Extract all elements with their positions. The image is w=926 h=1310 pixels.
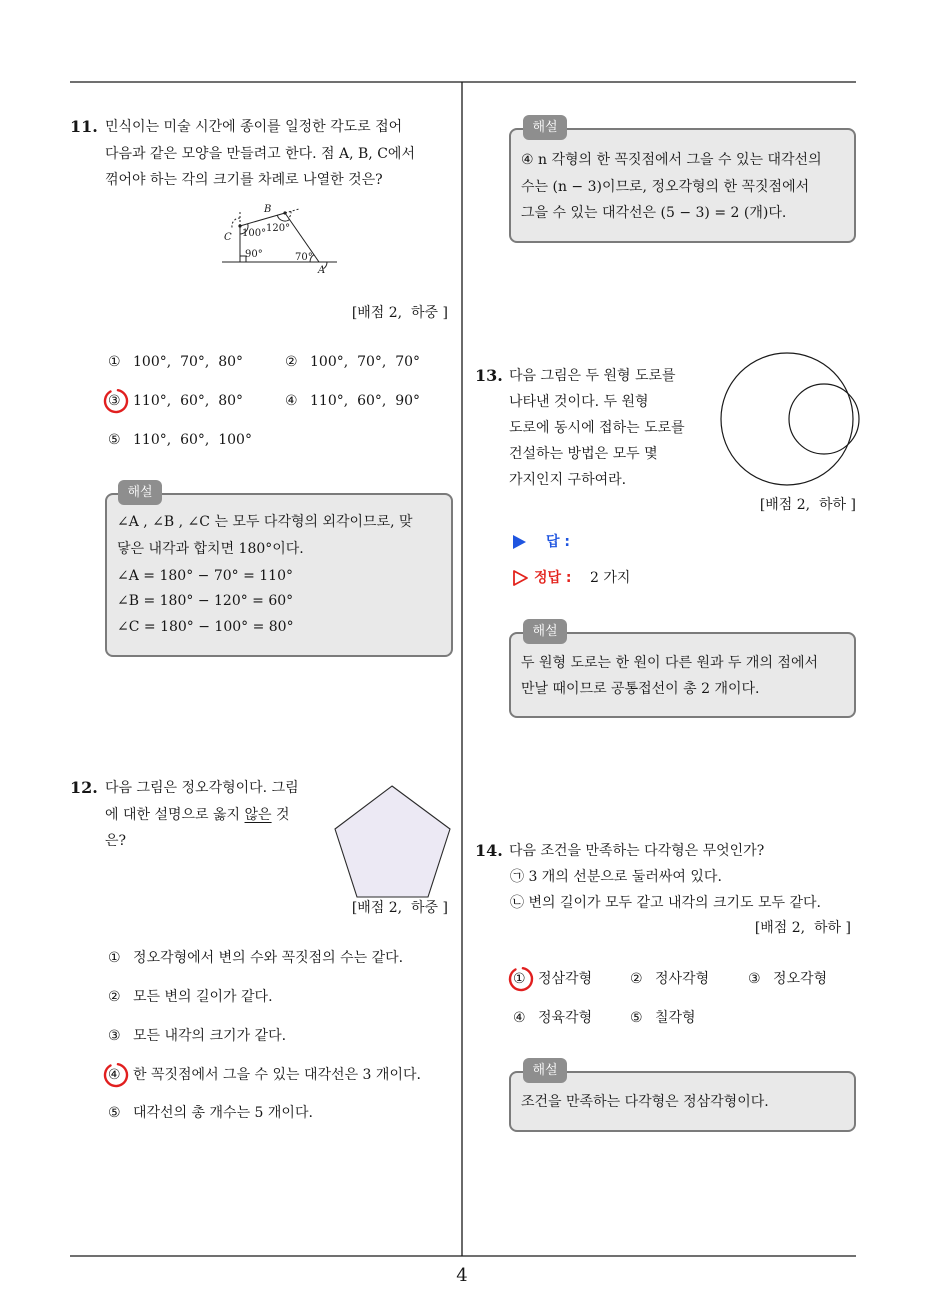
- choice: [513, 969, 592, 989]
- choice-text: 모든 변의 길이가 같다.: [133, 989, 273, 1005]
- choice: [285, 391, 420, 411]
- question-text-line: [105, 805, 290, 825]
- explanation-label: 해설: [118, 480, 162, 505]
- explanation-line: ∠B = 180° − 120° = 60°: [117, 593, 294, 609]
- figure-exterior-arc-b: [288, 211, 291, 218]
- choice-text: 정오각형에서 변의 수와 꼭짓점의 수는 같다.: [133, 950, 404, 966]
- choice-number: ③: [108, 1028, 121, 1044]
- explanation-line: 그을 수 있는 대각선은 (5 − 3) = 2 (개)다.: [521, 205, 787, 221]
- choice-text: 정육각형: [538, 1010, 593, 1026]
- explanation-line: 닿은 내각과 합치면 180°이다.: [117, 541, 304, 557]
- choice: [108, 987, 273, 1007]
- choice-text: 한 꼭짓점에서 그을 수 있는 대각선은 3 개이다.: [133, 1067, 421, 1083]
- figure-label-b: B: [264, 204, 272, 215]
- question-text-line: 은?: [105, 833, 127, 849]
- score-label: [배점 2, 하중 ]: [351, 900, 448, 916]
- question-number: 13.: [475, 366, 503, 385]
- figure-label-angle-a: 70°: [295, 252, 313, 263]
- road-circle-small: [789, 384, 859, 454]
- choice: [108, 391, 243, 411]
- question-text-line: 다음 그림은 정오각형이다. 그림: [105, 780, 299, 796]
- figure-exterior-arc-c: [232, 218, 240, 229]
- folded-paper-figure: [222, 204, 337, 276]
- choice-number: ②: [108, 989, 121, 1005]
- choice-text: 대각선의 총 개수는 5 개이다.: [133, 1105, 313, 1121]
- choice-text: 정삼각형: [538, 971, 593, 987]
- figure-label-c: C: [224, 232, 232, 243]
- choice-number: ④: [513, 1010, 526, 1026]
- explanation-label: 해설: [523, 115, 567, 140]
- choice-number: ②: [285, 354, 298, 370]
- choice-text: 110°, 60°, 90°: [310, 393, 421, 409]
- choice-number: ③: [748, 971, 761, 987]
- explanation-line: ④ n 각형의 한 꼭짓점에서 그을 수 있는 대각선의: [521, 152, 822, 168]
- choice-text: 100°, 70°, 70°: [310, 354, 421, 370]
- choice: [630, 969, 709, 989]
- score-label: [배점 2, 하중 ]: [351, 305, 448, 321]
- question-text-line: 도로에 동시에 접하는 도로를: [509, 420, 685, 436]
- question-text-line: 나타낸 것이다. 두 원형: [509, 394, 649, 410]
- choice: [108, 1065, 421, 1085]
- explanation-label: 해설: [523, 1058, 567, 1083]
- question-text-line: 가지인지 구하여라.: [509, 472, 627, 488]
- road-circle-large: [721, 353, 853, 485]
- choice-text: 모든 내각의 크기가 같다.: [133, 1028, 287, 1044]
- underlined-emphasis: 않은: [244, 807, 272, 823]
- choice: [108, 1103, 313, 1123]
- choice-number: ⑤: [630, 1010, 643, 1026]
- question-text-part: 것: [271, 807, 290, 823]
- choice-text: 110°, 60°, 100°: [133, 432, 252, 448]
- question-number: 11.: [70, 117, 98, 136]
- choice: [108, 430, 252, 450]
- choice: [630, 1008, 696, 1028]
- choice: [285, 352, 420, 372]
- choice-text: 100°, 70°, 80°: [133, 354, 244, 370]
- explanation-line: ∠A = 180° − 70° = 110°: [117, 568, 293, 584]
- figure-label-angle-b: 120°: [266, 223, 291, 234]
- correct-answer-value: 2 가지: [590, 570, 631, 586]
- figure-label-a: A: [318, 265, 326, 276]
- choice: [108, 352, 243, 372]
- question-text-line: 다음과 같은 모양을 만들려고 한다. 점 A, B, C에서: [105, 146, 415, 162]
- page-number: 4: [456, 1265, 468, 1286]
- question-text-line: 다음 조건을 만족하는 다각형은 무엇인가?: [509, 843, 765, 859]
- answer-arrow-icon: [513, 535, 526, 549]
- question-text-line: 꺾어야 하는 각의 크기를 차례로 나열한 것은?: [105, 172, 383, 188]
- explanation-line: 조건을 만족하는 다각형은 정삼각형이다.: [521, 1094, 769, 1110]
- choice: [108, 948, 403, 968]
- choice-text: 110°, 60°, 80°: [133, 393, 244, 409]
- condition-line: ㉡ 변의 길이가 모두 같고 내각의 크기도 모두 같다.: [510, 895, 822, 911]
- question-text-line: 민식이는 미술 시간에 종이를 일정한 각도로 접어: [105, 119, 403, 135]
- question-text-line: 건설하는 방법은 모두 몇: [509, 446, 658, 462]
- question-text-part: 에 대한 설명으로 옳지: [105, 807, 245, 823]
- choice-number: ⑤: [108, 1105, 121, 1121]
- question-number: 12.: [70, 778, 98, 797]
- choice-number: ⑤: [108, 432, 121, 448]
- choice-number: ①: [513, 971, 526, 987]
- regular-pentagon-figure: [335, 786, 450, 897]
- explanation-line: 만날 때이므로 공통접선이 총 2 개이다.: [521, 681, 760, 697]
- explanation-box: [509, 632, 856, 718]
- explanation-label: 해설: [523, 619, 567, 644]
- condition-line: ㉠ 3 개의 선분으로 둘러싸여 있다.: [510, 869, 722, 885]
- choice-text: 정사각형: [655, 971, 710, 987]
- choice: [748, 969, 827, 989]
- choice-number: ③: [108, 393, 121, 409]
- correct-answer-label: 정답 :: [534, 570, 572, 586]
- choice: [108, 1026, 286, 1046]
- choice-number: ②: [630, 971, 643, 987]
- correct-answer-arrow-icon: [514, 571, 527, 585]
- choice-number: ①: [108, 354, 121, 370]
- score-label: [배점 2, 하하 ]: [754, 920, 851, 936]
- answer-label: 답 :: [546, 534, 570, 550]
- choice-text: 칠각형: [655, 1010, 696, 1026]
- figure-point-b: [283, 211, 286, 214]
- explanation-line: ∠A , ∠B , ∠C 는 모두 다각형의 외각이므로, 맞: [117, 514, 413, 530]
- figure-label-angle-c: 100°: [242, 228, 267, 239]
- explanation-line: 수는 (n − 3)이므로, 정오각형의 한 꼭짓점에서: [521, 179, 810, 195]
- question-number: 14.: [475, 841, 503, 860]
- figure-label-angle-right: 90°: [245, 249, 263, 260]
- choice-number: ④: [108, 1067, 121, 1083]
- explanation-line: ∠C = 180° − 100° = 80°: [117, 619, 294, 635]
- choice-text: 정오각형: [773, 971, 828, 987]
- choice: [513, 1008, 592, 1028]
- explanation-line: 두 원형 도로는 한 원이 다른 원과 두 개의 점에서: [521, 655, 819, 671]
- figure-extension-b: [285, 209, 300, 213]
- choice-number: ①: [108, 950, 121, 966]
- question-text-line: 다음 그림은 두 원형 도로를: [509, 368, 676, 384]
- figure-angle-arc-b: [277, 215, 289, 221]
- score-label: [배점 2, 하하 ]: [759, 497, 856, 513]
- choice-number: ④: [285, 393, 298, 409]
